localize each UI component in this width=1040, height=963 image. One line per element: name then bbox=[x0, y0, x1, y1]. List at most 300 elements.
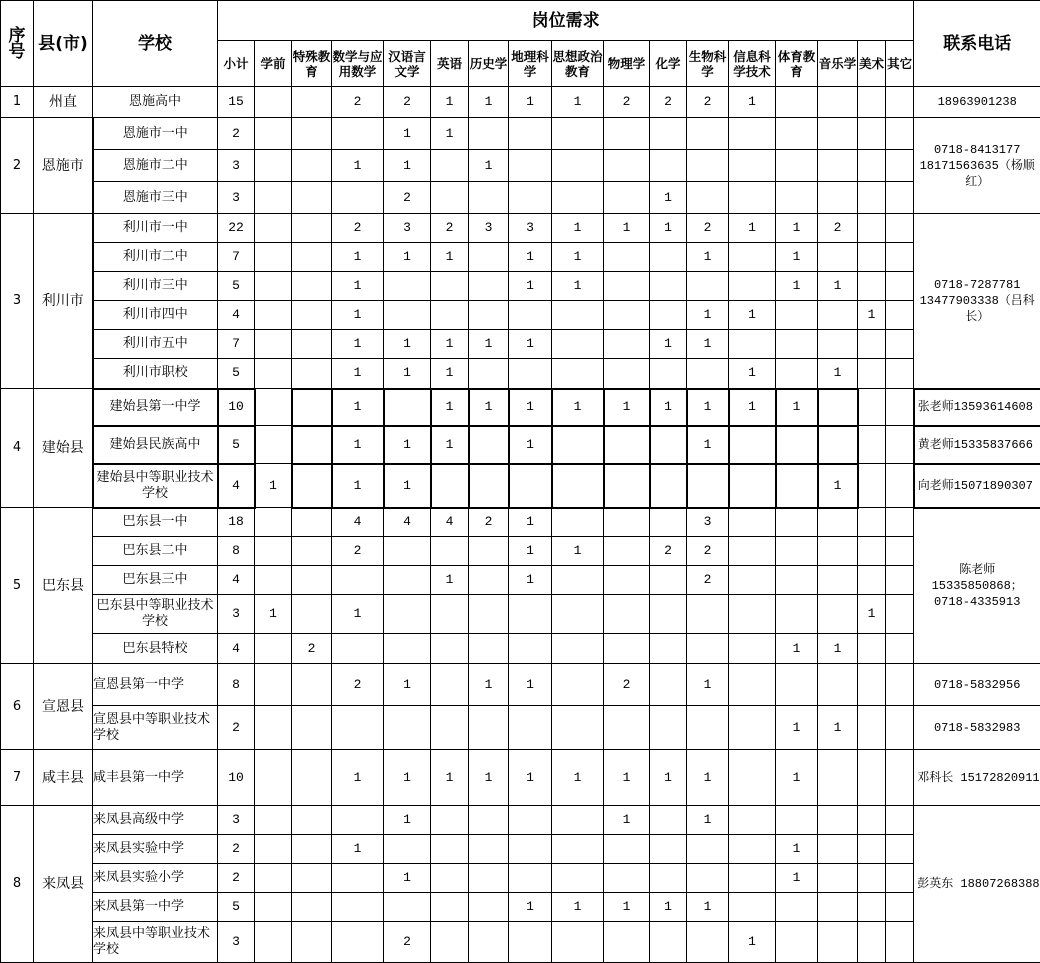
count-cell bbox=[384, 893, 431, 922]
count-cell bbox=[292, 87, 332, 118]
count-cell: 1 bbox=[687, 664, 729, 706]
count-cell bbox=[255, 706, 292, 750]
count-cell bbox=[604, 566, 650, 595]
count-cell: 1 bbox=[776, 272, 818, 301]
header-subject: 音乐学 bbox=[818, 41, 858, 87]
contact-cell: 0718-8413177 18171563635（杨顺红） bbox=[914, 118, 1040, 214]
count-cell bbox=[729, 150, 776, 182]
count-cell bbox=[687, 835, 729, 864]
count-cell bbox=[687, 706, 729, 750]
count-cell bbox=[858, 118, 886, 150]
count-cell bbox=[552, 922, 604, 963]
contact-cell: 向老师15071890307 bbox=[914, 464, 1040, 508]
count-cell bbox=[858, 464, 886, 508]
table-row bbox=[1, 182, 1040, 214]
count-cell: 1 bbox=[818, 706, 858, 750]
contact-cell: 0718-5832983 bbox=[914, 706, 1040, 750]
count-cell: 1 bbox=[729, 214, 776, 243]
header-subject: 其它 bbox=[886, 41, 914, 87]
count-cell bbox=[729, 243, 776, 272]
count-cell: 1 bbox=[729, 922, 776, 963]
count-cell: 1 bbox=[332, 243, 384, 272]
table-row bbox=[1, 893, 1040, 922]
count-cell bbox=[650, 664, 687, 706]
count-cell bbox=[729, 706, 776, 750]
count-cell bbox=[292, 664, 332, 706]
count-cell bbox=[858, 893, 886, 922]
school-cell: 利川市五中 bbox=[93, 330, 218, 359]
header-subject: 体育教育 bbox=[776, 41, 818, 87]
count-cell bbox=[776, 806, 818, 835]
count-cell bbox=[776, 426, 818, 464]
subtotal-cell: 4 bbox=[218, 566, 255, 595]
count-cell bbox=[604, 330, 650, 359]
count-cell: 1 bbox=[729, 359, 776, 389]
count-cell bbox=[255, 150, 292, 182]
count-cell: 1 bbox=[776, 864, 818, 893]
count-cell bbox=[858, 922, 886, 963]
table-row bbox=[1, 389, 1040, 426]
school-cell: 利川市二中 bbox=[93, 243, 218, 272]
school-cell: 宣恩县第一中学 bbox=[93, 664, 218, 706]
header-subject: 汉语言文学 bbox=[384, 41, 431, 87]
count-cell bbox=[509, 359, 552, 389]
count-cell: 2 bbox=[469, 508, 509, 537]
count-cell bbox=[469, 634, 509, 664]
count-cell bbox=[650, 508, 687, 537]
school-cell: 巴东县一中 bbox=[93, 508, 218, 537]
header-subject: 思想政治教育 bbox=[552, 41, 604, 87]
count-cell bbox=[776, 464, 818, 508]
school-cell: 利川市三中 bbox=[93, 272, 218, 301]
count-cell: 1 bbox=[509, 330, 552, 359]
count-cell bbox=[469, 835, 509, 864]
count-cell bbox=[729, 508, 776, 537]
count-cell bbox=[469, 806, 509, 835]
header-subject: 信息科学技术 bbox=[729, 41, 776, 87]
count-cell: 1 bbox=[650, 330, 687, 359]
count-cell bbox=[604, 150, 650, 182]
table-row bbox=[1, 706, 1040, 750]
count-cell bbox=[552, 706, 604, 750]
count-cell: 1 bbox=[332, 389, 384, 426]
count-cell: 4 bbox=[431, 508, 469, 537]
count-cell: 1 bbox=[776, 389, 818, 426]
count-cell: 1 bbox=[687, 301, 729, 330]
county-cell: 来凤县 bbox=[34, 806, 93, 963]
count-cell: 1 bbox=[332, 835, 384, 864]
contact-cell: 18963901238 bbox=[914, 87, 1040, 118]
count-cell bbox=[729, 464, 776, 508]
count-cell bbox=[858, 537, 886, 566]
count-cell bbox=[858, 750, 886, 806]
count-cell bbox=[886, 664, 914, 706]
count-cell bbox=[431, 864, 469, 893]
count-cell bbox=[858, 426, 886, 464]
count-cell bbox=[650, 118, 687, 150]
subtotal-cell: 8 bbox=[218, 664, 255, 706]
count-cell: 1 bbox=[469, 664, 509, 706]
count-cell bbox=[604, 182, 650, 214]
count-cell: 2 bbox=[604, 87, 650, 118]
count-cell: 1 bbox=[384, 426, 431, 464]
count-cell bbox=[384, 566, 431, 595]
count-cell bbox=[332, 182, 384, 214]
seq-cell: 7 bbox=[1, 750, 34, 806]
count-cell bbox=[384, 634, 431, 664]
count-cell: 1 bbox=[431, 566, 469, 595]
count-cell bbox=[818, 566, 858, 595]
count-cell bbox=[650, 922, 687, 963]
count-cell bbox=[509, 706, 552, 750]
count-cell: 1 bbox=[604, 750, 650, 806]
table-row bbox=[1, 87, 1040, 118]
subtotal-cell: 4 bbox=[218, 464, 255, 508]
count-cell bbox=[818, 118, 858, 150]
count-cell bbox=[292, 508, 332, 537]
count-cell: 1 bbox=[552, 750, 604, 806]
count-cell bbox=[650, 272, 687, 301]
count-cell bbox=[604, 359, 650, 389]
count-cell bbox=[729, 864, 776, 893]
count-cell: 1 bbox=[776, 750, 818, 806]
count-cell bbox=[886, 272, 914, 301]
subtotal-cell: 7 bbox=[218, 243, 255, 272]
count-cell: 1 bbox=[332, 301, 384, 330]
count-cell bbox=[818, 537, 858, 566]
contact-cell: 黄老师15335837666 bbox=[914, 426, 1040, 464]
count-cell: 1 bbox=[858, 595, 886, 634]
count-cell bbox=[469, 706, 509, 750]
count-cell: 2 bbox=[650, 537, 687, 566]
count-cell bbox=[255, 750, 292, 806]
school-cell: 建始县中等职业技术学校 bbox=[93, 464, 218, 508]
subtotal-cell: 2 bbox=[218, 706, 255, 750]
count-cell: 1 bbox=[776, 706, 818, 750]
count-cell bbox=[818, 595, 858, 634]
count-cell bbox=[292, 359, 332, 389]
count-cell bbox=[687, 922, 729, 963]
count-cell bbox=[255, 835, 292, 864]
subtotal-cell: 15 bbox=[218, 87, 255, 118]
seq-cell: 4 bbox=[1, 389, 34, 508]
count-cell bbox=[729, 182, 776, 214]
count-cell bbox=[384, 389, 431, 426]
count-cell: 1 bbox=[552, 243, 604, 272]
count-cell bbox=[431, 301, 469, 330]
count-cell bbox=[431, 595, 469, 634]
table-row bbox=[1, 634, 1040, 664]
count-cell bbox=[552, 426, 604, 464]
count-cell bbox=[886, 634, 914, 664]
count-cell bbox=[886, 426, 914, 464]
count-cell bbox=[818, 864, 858, 893]
count-cell: 1 bbox=[509, 893, 552, 922]
count-cell: 1 bbox=[509, 750, 552, 806]
subtotal-cell: 5 bbox=[218, 359, 255, 389]
count-cell bbox=[818, 664, 858, 706]
school-cell: 建始县民族高中 bbox=[93, 426, 218, 464]
header-row-1 bbox=[1, 1, 1040, 41]
count-cell bbox=[858, 566, 886, 595]
seq-cell: 8 bbox=[1, 806, 34, 963]
count-cell bbox=[255, 806, 292, 835]
table-row bbox=[1, 750, 1040, 806]
count-cell: 1 bbox=[431, 243, 469, 272]
count-cell: 2 bbox=[687, 566, 729, 595]
count-cell bbox=[469, 893, 509, 922]
count-cell bbox=[332, 706, 384, 750]
contact-cell: 张老师13593614608 bbox=[914, 389, 1040, 426]
count-cell: 1 bbox=[776, 835, 818, 864]
count-cell bbox=[776, 87, 818, 118]
count-cell: 1 bbox=[818, 359, 858, 389]
count-cell bbox=[886, 389, 914, 426]
seq-cell: 1 bbox=[1, 87, 34, 118]
header-subject: 小计 bbox=[218, 41, 255, 87]
count-cell bbox=[469, 243, 509, 272]
count-cell bbox=[776, 118, 818, 150]
header-subject: 生物科学 bbox=[687, 41, 729, 87]
count-cell: 2 bbox=[384, 87, 431, 118]
count-cell bbox=[886, 706, 914, 750]
count-cell: 1 bbox=[729, 389, 776, 426]
count-cell bbox=[431, 537, 469, 566]
seq-cell: 5 bbox=[1, 508, 34, 664]
count-cell bbox=[509, 864, 552, 893]
count-cell: 1 bbox=[384, 150, 431, 182]
count-cell bbox=[552, 330, 604, 359]
count-cell: 1 bbox=[509, 243, 552, 272]
count-cell bbox=[776, 508, 818, 537]
count-cell bbox=[886, 359, 914, 389]
count-cell bbox=[858, 87, 886, 118]
subtotal-cell: 3 bbox=[218, 595, 255, 634]
count-cell bbox=[255, 359, 292, 389]
count-cell bbox=[858, 359, 886, 389]
count-cell bbox=[650, 634, 687, 664]
school-cell: 恩施高中 bbox=[93, 87, 218, 118]
subtotal-cell: 3 bbox=[218, 806, 255, 835]
table-row bbox=[1, 664, 1040, 706]
count-cell bbox=[858, 864, 886, 893]
count-cell bbox=[292, 864, 332, 893]
count-cell bbox=[886, 243, 914, 272]
count-cell: 1 bbox=[552, 272, 604, 301]
count-cell bbox=[509, 150, 552, 182]
header-subject: 数学与应用数学 bbox=[332, 41, 384, 87]
count-cell bbox=[886, 806, 914, 835]
count-cell bbox=[687, 150, 729, 182]
count-cell: 1 bbox=[384, 330, 431, 359]
count-cell: 2 bbox=[332, 87, 384, 118]
count-cell: 2 bbox=[292, 634, 332, 664]
count-cell bbox=[292, 272, 332, 301]
school-cell: 来凤县实验中学 bbox=[93, 835, 218, 864]
school-cell: 利川市四中 bbox=[93, 301, 218, 330]
school-cell: 利川市职校 bbox=[93, 359, 218, 389]
count-cell bbox=[255, 87, 292, 118]
count-cell bbox=[469, 272, 509, 301]
count-cell bbox=[469, 537, 509, 566]
count-cell: 1 bbox=[431, 118, 469, 150]
count-cell: 1 bbox=[650, 182, 687, 214]
count-cell bbox=[858, 243, 886, 272]
count-cell bbox=[818, 508, 858, 537]
count-cell: 1 bbox=[509, 537, 552, 566]
subtotal-cell: 5 bbox=[218, 272, 255, 301]
count-cell: 2 bbox=[650, 87, 687, 118]
count-cell bbox=[729, 118, 776, 150]
header-subject: 美术 bbox=[858, 41, 886, 87]
count-cell: 2 bbox=[687, 87, 729, 118]
count-cell bbox=[687, 182, 729, 214]
count-cell bbox=[292, 118, 332, 150]
count-cell: 1 bbox=[650, 750, 687, 806]
count-cell bbox=[292, 243, 332, 272]
count-cell bbox=[552, 806, 604, 835]
count-cell: 1 bbox=[469, 389, 509, 426]
count-cell: 3 bbox=[469, 214, 509, 243]
count-cell bbox=[650, 426, 687, 464]
count-cell bbox=[292, 706, 332, 750]
county-cell: 州直 bbox=[34, 87, 93, 118]
count-cell: 1 bbox=[332, 150, 384, 182]
count-cell bbox=[650, 706, 687, 750]
county-cell: 宣恩县 bbox=[34, 664, 93, 750]
school-cell: 建始县第一中学 bbox=[93, 389, 218, 426]
count-cell bbox=[818, 922, 858, 963]
count-cell bbox=[604, 835, 650, 864]
count-cell bbox=[687, 464, 729, 508]
count-cell bbox=[255, 301, 292, 330]
count-cell bbox=[858, 508, 886, 537]
count-cell: 1 bbox=[332, 330, 384, 359]
table-row bbox=[1, 537, 1040, 566]
count-cell bbox=[650, 864, 687, 893]
count-cell: 1 bbox=[552, 214, 604, 243]
count-cell bbox=[604, 508, 650, 537]
count-cell bbox=[255, 922, 292, 963]
count-cell: 1 bbox=[650, 389, 687, 426]
count-cell bbox=[886, 750, 914, 806]
count-cell: 1 bbox=[604, 214, 650, 243]
count-cell: 1 bbox=[469, 87, 509, 118]
count-cell bbox=[687, 359, 729, 389]
count-cell bbox=[858, 806, 886, 835]
count-cell bbox=[332, 893, 384, 922]
table-row bbox=[1, 508, 1040, 537]
count-cell: 1 bbox=[509, 272, 552, 301]
count-cell: 1 bbox=[687, 243, 729, 272]
count-cell: 1 bbox=[384, 864, 431, 893]
count-cell: 1 bbox=[776, 634, 818, 664]
count-cell: 2 bbox=[332, 214, 384, 243]
count-cell bbox=[858, 182, 886, 214]
count-cell bbox=[858, 150, 886, 182]
count-cell bbox=[858, 214, 886, 243]
count-cell: 1 bbox=[604, 389, 650, 426]
count-cell: 1 bbox=[776, 214, 818, 243]
count-cell bbox=[776, 150, 818, 182]
count-cell bbox=[818, 182, 858, 214]
count-cell bbox=[469, 864, 509, 893]
count-cell bbox=[552, 595, 604, 634]
header-school: 学校 bbox=[93, 1, 218, 87]
count-cell bbox=[604, 864, 650, 893]
count-cell bbox=[469, 359, 509, 389]
count-cell bbox=[552, 182, 604, 214]
count-cell bbox=[469, 922, 509, 963]
table-row bbox=[1, 272, 1040, 301]
count-cell bbox=[384, 595, 431, 634]
count-cell bbox=[776, 330, 818, 359]
table-row bbox=[1, 566, 1040, 595]
count-cell bbox=[292, 150, 332, 182]
count-cell bbox=[729, 330, 776, 359]
count-cell: 1 bbox=[255, 464, 292, 508]
count-cell: 1 bbox=[776, 243, 818, 272]
contact-cell: 0718-5832956 bbox=[914, 664, 1040, 706]
subtotal-cell: 8 bbox=[218, 537, 255, 566]
contact-cell: 彭英东 18807268388 bbox=[914, 806, 1040, 963]
school-cell: 来凤县中等职业技术学校 bbox=[93, 922, 218, 963]
count-cell: 2 bbox=[818, 214, 858, 243]
count-cell: 1 bbox=[687, 330, 729, 359]
count-cell bbox=[292, 464, 332, 508]
count-cell bbox=[818, 87, 858, 118]
table-row bbox=[1, 330, 1040, 359]
count-cell bbox=[729, 893, 776, 922]
subtotal-cell: 10 bbox=[218, 389, 255, 426]
count-cell bbox=[509, 301, 552, 330]
count-cell bbox=[604, 426, 650, 464]
subtotal-cell: 2 bbox=[218, 835, 255, 864]
count-cell bbox=[776, 182, 818, 214]
count-cell: 1 bbox=[604, 806, 650, 835]
count-cell: 1 bbox=[255, 595, 292, 634]
county-cell: 恩施市 bbox=[34, 118, 93, 214]
count-cell bbox=[818, 835, 858, 864]
count-cell bbox=[332, 806, 384, 835]
count-cell bbox=[509, 835, 552, 864]
count-cell bbox=[818, 893, 858, 922]
count-cell bbox=[776, 537, 818, 566]
count-cell bbox=[650, 595, 687, 634]
contact-cell: 0718-7287781 13477903338（吕科长） bbox=[914, 214, 1040, 389]
county-cell: 咸丰县 bbox=[34, 750, 93, 806]
count-cell bbox=[776, 359, 818, 389]
count-cell: 1 bbox=[687, 893, 729, 922]
count-cell: 1 bbox=[431, 389, 469, 426]
count-cell bbox=[552, 664, 604, 706]
school-cell: 来凤县第一中学 bbox=[93, 893, 218, 922]
count-cell: 1 bbox=[469, 750, 509, 806]
count-cell bbox=[729, 272, 776, 301]
count-cell bbox=[886, 595, 914, 634]
count-cell: 1 bbox=[650, 893, 687, 922]
table-row bbox=[1, 301, 1040, 330]
subtotal-cell: 2 bbox=[218, 864, 255, 893]
count-cell bbox=[650, 359, 687, 389]
count-cell bbox=[858, 835, 886, 864]
count-cell: 2 bbox=[332, 537, 384, 566]
school-cell: 来凤县实验小学 bbox=[93, 864, 218, 893]
header-contact: 联系电话 bbox=[914, 1, 1040, 87]
count-cell bbox=[509, 595, 552, 634]
county-cell: 利川市 bbox=[34, 214, 93, 389]
count-cell: 1 bbox=[729, 87, 776, 118]
